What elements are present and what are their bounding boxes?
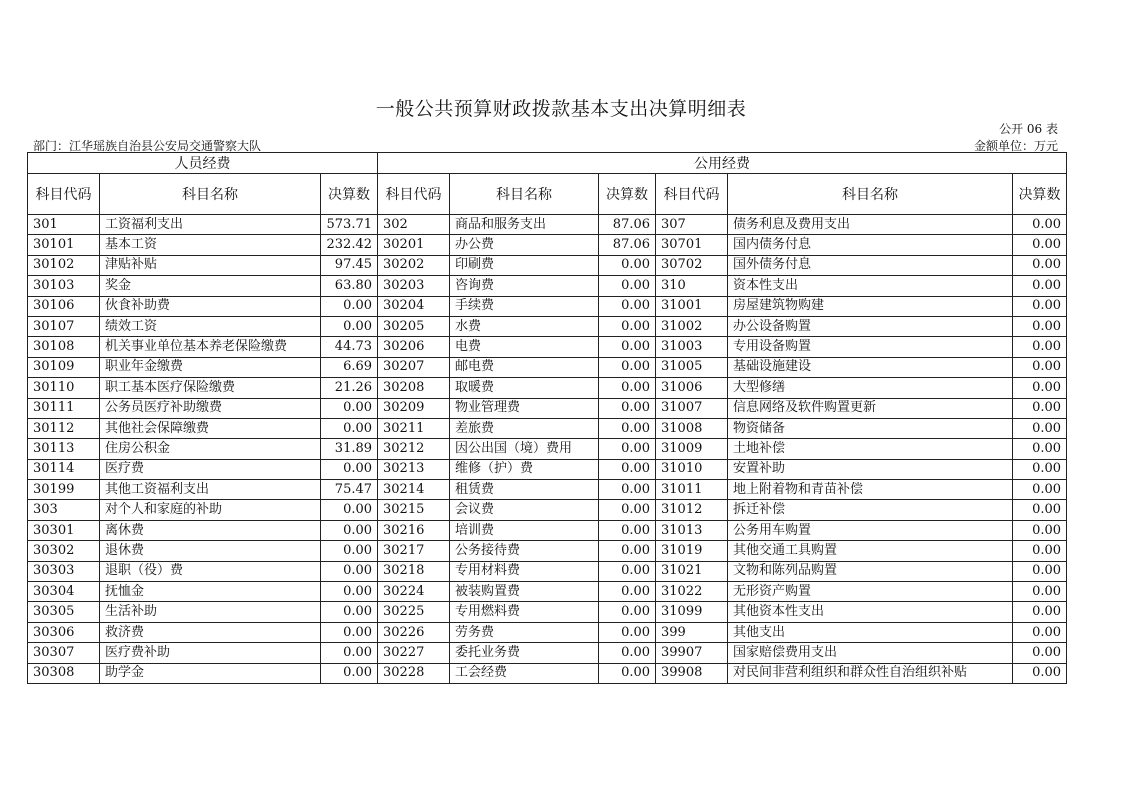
amount-cell: 0.00 xyxy=(599,398,656,418)
table-row xyxy=(28,378,1067,398)
subject-code-cell: 30211 xyxy=(378,418,450,438)
subject-code-cell: 30209 xyxy=(378,398,450,418)
subject-name-cell: 其他社会保障缴费 xyxy=(100,418,321,438)
table-row xyxy=(28,235,1067,255)
subject-name-cell: 伙食补助费 xyxy=(100,296,321,316)
subject-name-cell: 商品和服务支出 xyxy=(450,215,599,235)
table-row xyxy=(28,602,1067,622)
amount-cell: 0.00 xyxy=(599,520,656,540)
amount-cell: 87.06 xyxy=(599,215,656,235)
subject-code-cell: 30303 xyxy=(28,561,100,581)
subject-name-cell: 奖金 xyxy=(100,276,321,296)
amount-cell: 75.47 xyxy=(321,480,378,500)
subject-name-cell: 生活补助 xyxy=(100,602,321,622)
amount-cell: 573.71 xyxy=(321,215,378,235)
subject-name-cell: 房屋建筑物购建 xyxy=(728,296,1013,316)
subject-name-cell: 其他支出 xyxy=(728,622,1013,642)
amount-cell: 0.00 xyxy=(1013,459,1067,479)
subject-code-cell: 30205 xyxy=(378,316,450,336)
table-row xyxy=(28,541,1067,561)
table-row xyxy=(28,643,1067,663)
col-header-name: 科目名称 xyxy=(450,174,599,215)
subject-code-cell: 31010 xyxy=(656,459,728,479)
subject-name-cell: 电费 xyxy=(450,337,599,357)
amount-cell: 0.00 xyxy=(321,622,378,642)
amount-cell: 0.00 xyxy=(599,480,656,500)
subject-code-cell: 302 xyxy=(378,215,450,235)
amount-cell: 0.00 xyxy=(1013,418,1067,438)
amount-cell: 0.00 xyxy=(321,500,378,520)
subject-name-cell: 安置补助 xyxy=(728,459,1013,479)
subject-code-cell: 30204 xyxy=(378,296,450,316)
subject-name-cell: 职工基本医疗保险缴费 xyxy=(100,378,321,398)
col-header-amount: 决算数 xyxy=(321,174,378,215)
table-row xyxy=(28,418,1067,438)
subject-code-cell: 30114 xyxy=(28,459,100,479)
subject-name-cell: 国家赔偿费用支出 xyxy=(728,643,1013,663)
amount-cell: 87.06 xyxy=(599,235,656,255)
amount-cell: 0.00 xyxy=(599,622,656,642)
subject-code-cell: 30203 xyxy=(378,276,450,296)
subject-name-cell: 津贴补贴 xyxy=(100,255,321,275)
subject-name-cell: 维修（护）费 xyxy=(450,459,599,479)
subject-code-cell: 30201 xyxy=(378,235,450,255)
amount-cell: 0.00 xyxy=(321,582,378,602)
amount-cell: 0.00 xyxy=(599,296,656,316)
subject-name-cell: 国内债务付息 xyxy=(728,235,1013,255)
subject-name-cell: 水费 xyxy=(450,316,599,336)
subject-name-cell: 咨询费 xyxy=(450,276,599,296)
subject-name-cell: 其他资本性支出 xyxy=(728,602,1013,622)
amount-cell: 97.45 xyxy=(321,255,378,275)
subject-name-cell: 公务用车购置 xyxy=(728,520,1013,540)
table-row xyxy=(28,480,1067,500)
subject-name-cell: 公务接待费 xyxy=(450,541,599,561)
amount-cell: 0.00 xyxy=(599,602,656,622)
subject-name-cell: 印刷费 xyxy=(450,255,599,275)
subject-name-cell: 无形资产购置 xyxy=(728,582,1013,602)
subject-name-cell: 医疗费 xyxy=(100,459,321,479)
subject-name-cell: 物业管理费 xyxy=(450,398,599,418)
subject-code-cell: 30109 xyxy=(28,357,100,377)
amount-cell: 0.00 xyxy=(599,357,656,377)
amount-cell: 0.00 xyxy=(599,663,656,683)
amount-cell: 0.00 xyxy=(599,378,656,398)
subject-code-cell: 30110 xyxy=(28,378,100,398)
table-row xyxy=(28,296,1067,316)
subject-code-cell: 31099 xyxy=(656,602,728,622)
subject-code-cell: 30108 xyxy=(28,337,100,357)
subject-code-cell: 30306 xyxy=(28,622,100,642)
table-row xyxy=(28,357,1067,377)
subject-name-cell: 抚恤金 xyxy=(100,582,321,602)
table-row xyxy=(28,622,1067,642)
subject-name-cell: 基本工资 xyxy=(100,235,321,255)
subject-code-cell: 303 xyxy=(28,500,100,520)
subject-code-cell: 30227 xyxy=(378,643,450,663)
amount-cell: 0.00 xyxy=(1013,602,1067,622)
subject-name-cell: 信息网络及软件购置更新 xyxy=(728,398,1013,418)
subject-code-cell: 30302 xyxy=(28,541,100,561)
subject-code-cell: 31006 xyxy=(656,378,728,398)
subject-code-cell: 30212 xyxy=(378,439,450,459)
page-title: 一般公共预算财政拨款基本支出决算明细表 xyxy=(375,98,747,120)
subject-name-cell: 物资储备 xyxy=(728,418,1013,438)
table-row xyxy=(28,398,1067,418)
subject-code-cell: 310 xyxy=(656,276,728,296)
col-header-code: 科目代码 xyxy=(656,174,728,215)
table-row xyxy=(28,500,1067,520)
col-header-name: 科目名称 xyxy=(728,174,1013,215)
amount-cell: 0.00 xyxy=(599,439,656,459)
subject-code-cell: 30216 xyxy=(378,520,450,540)
amount-cell: 0.00 xyxy=(1013,276,1067,296)
subject-code-cell: 31003 xyxy=(656,337,728,357)
subject-name-cell: 退职（役）费 xyxy=(100,561,321,581)
amount-cell: 0.00 xyxy=(1013,643,1067,663)
amount-cell: 31.89 xyxy=(321,439,378,459)
col-header-name: 科目名称 xyxy=(100,174,321,215)
subject-code-cell: 30101 xyxy=(28,235,100,255)
amount-cell: 0.00 xyxy=(1013,337,1067,357)
subject-code-cell: 31022 xyxy=(656,582,728,602)
subject-code-cell: 31009 xyxy=(656,439,728,459)
subject-name-cell: 医疗费补助 xyxy=(100,643,321,663)
amount-cell: 0.00 xyxy=(1013,541,1067,561)
col-header-amount: 决算数 xyxy=(1013,174,1067,215)
table-row xyxy=(28,276,1067,296)
amount-cell: 0.00 xyxy=(321,316,378,336)
table-row xyxy=(28,316,1067,336)
amount-cell: 0.00 xyxy=(599,459,656,479)
amount-cell: 0.00 xyxy=(321,602,378,622)
table-row xyxy=(28,337,1067,357)
subject-name-cell: 被装购置费 xyxy=(450,582,599,602)
amount-cell: 0.00 xyxy=(321,561,378,581)
subject-name-cell: 对个人和家庭的补助 xyxy=(100,500,321,520)
subject-name-cell: 差旅费 xyxy=(450,418,599,438)
subject-name-cell: 劳务费 xyxy=(450,622,599,642)
col-header-code: 科目代码 xyxy=(28,174,100,215)
col-header-code: 科目代码 xyxy=(378,174,450,215)
amount-cell: 0.00 xyxy=(599,561,656,581)
subject-code-cell: 30701 xyxy=(656,235,728,255)
table-row xyxy=(28,561,1067,581)
subject-code-cell: 39907 xyxy=(656,643,728,663)
subject-name-cell: 基础设施建设 xyxy=(728,357,1013,377)
amount-cell: 0.00 xyxy=(599,418,656,438)
amount-cell: 0.00 xyxy=(321,418,378,438)
subject-code-cell: 30226 xyxy=(378,622,450,642)
amount-cell: 21.26 xyxy=(321,378,378,398)
subject-code-cell: 30218 xyxy=(378,561,450,581)
table-row xyxy=(28,582,1067,602)
subject-code-cell: 30199 xyxy=(28,480,100,500)
subject-name-cell: 取暖费 xyxy=(450,378,599,398)
amount-cell: 0.00 xyxy=(1013,357,1067,377)
table-row xyxy=(28,663,1067,683)
amount-cell: 0.00 xyxy=(1013,316,1067,336)
amount-cell: 0.00 xyxy=(1013,582,1067,602)
subject-name-cell: 退休费 xyxy=(100,541,321,561)
subject-code-cell: 30113 xyxy=(28,439,100,459)
amount-cell: 0.00 xyxy=(1013,398,1067,418)
subject-code-cell: 30304 xyxy=(28,582,100,602)
group-header-personnel: 人员经费 xyxy=(28,153,378,174)
expenditure-detail-table xyxy=(27,152,1067,684)
subject-name-cell: 手续费 xyxy=(450,296,599,316)
subject-name-cell: 机关事业单位基本养老保险缴费 xyxy=(100,337,321,357)
subject-code-cell: 31005 xyxy=(656,357,728,377)
subject-code-cell: 30308 xyxy=(28,663,100,683)
amount-cell: 0.00 xyxy=(1013,439,1067,459)
subject-code-cell: 31001 xyxy=(656,296,728,316)
subject-name-cell: 国外债务付息 xyxy=(728,255,1013,275)
amount-cell: 0.00 xyxy=(1013,378,1067,398)
table-row xyxy=(28,255,1067,275)
amount-cell: 0.00 xyxy=(321,520,378,540)
subject-name-cell: 地上附着物和青苗补偿 xyxy=(728,480,1013,500)
amount-cell: 0.00 xyxy=(599,276,656,296)
subject-code-cell: 31019 xyxy=(656,541,728,561)
subject-name-cell: 专用燃料费 xyxy=(450,602,599,622)
subject-name-cell: 专用设备购置 xyxy=(728,337,1013,357)
amount-cell: 0.00 xyxy=(1013,215,1067,235)
subject-name-cell: 办公费 xyxy=(450,235,599,255)
subject-code-cell: 307 xyxy=(656,215,728,235)
amount-cell: 0.00 xyxy=(321,643,378,663)
amount-cell: 44.73 xyxy=(321,337,378,357)
department-label: 部门：江华瑶族自治县公安局交通警察大队 xyxy=(33,139,262,153)
subject-name-cell: 公务员医疗补助缴费 xyxy=(100,398,321,418)
subject-name-cell: 会议费 xyxy=(450,500,599,520)
subject-name-cell: 邮电费 xyxy=(450,357,599,377)
group-header-public: 公用经费 xyxy=(378,153,1067,174)
amount-cell: 0.00 xyxy=(321,459,378,479)
subject-name-cell: 因公出国（境）费用 xyxy=(450,439,599,459)
amount-cell: 0.00 xyxy=(1013,480,1067,500)
subject-name-cell: 住房公积金 xyxy=(100,439,321,459)
subject-code-cell: 31008 xyxy=(656,418,728,438)
subject-code-cell: 30301 xyxy=(28,520,100,540)
subject-code-cell: 30106 xyxy=(28,296,100,316)
amount-cell: 0.00 xyxy=(599,316,656,336)
amount-cell: 0.00 xyxy=(1013,255,1067,275)
amount-cell: 0.00 xyxy=(321,541,378,561)
subject-name-cell: 培训费 xyxy=(450,520,599,540)
subject-name-cell: 职业年金缴费 xyxy=(100,357,321,377)
subject-code-cell: 30206 xyxy=(378,337,450,357)
subject-code-cell: 30111 xyxy=(28,398,100,418)
subject-name-cell: 租赁费 xyxy=(450,480,599,500)
amount-cell: 0.00 xyxy=(1013,500,1067,520)
amount-cell: 0.00 xyxy=(1013,235,1067,255)
table-row xyxy=(28,520,1067,540)
amount-cell: 0.00 xyxy=(1013,296,1067,316)
amount-cell: 0.00 xyxy=(599,337,656,357)
subject-name-cell: 专用材料费 xyxy=(450,561,599,581)
subject-code-cell: 30102 xyxy=(28,255,100,275)
subject-code-cell: 31012 xyxy=(656,500,728,520)
subject-name-cell: 绩效工资 xyxy=(100,316,321,336)
amount-cell: 0.00 xyxy=(599,500,656,520)
subject-code-cell: 31021 xyxy=(656,561,728,581)
table-row xyxy=(28,439,1067,459)
amount-cell: 0.00 xyxy=(321,663,378,683)
subject-code-cell: 30225 xyxy=(378,602,450,622)
subject-code-cell: 30307 xyxy=(28,643,100,663)
subject-name-cell: 离休费 xyxy=(100,520,321,540)
subject-name-cell: 工会经费 xyxy=(450,663,599,683)
subject-code-cell: 30702 xyxy=(656,255,728,275)
subject-code-cell: 30228 xyxy=(378,663,450,683)
subject-code-cell: 399 xyxy=(656,622,728,642)
table-row xyxy=(28,215,1067,235)
subject-code-cell: 30112 xyxy=(28,418,100,438)
subject-name-cell: 救济费 xyxy=(100,622,321,642)
amount-cell: 0.00 xyxy=(599,582,656,602)
amount-cell: 0.00 xyxy=(599,643,656,663)
subject-name-cell: 工资福利支出 xyxy=(100,215,321,235)
subject-code-cell: 30215 xyxy=(378,500,450,520)
subject-name-cell: 大型修缮 xyxy=(728,378,1013,398)
amount-cell: 63.80 xyxy=(321,276,378,296)
subject-name-cell: 其他工资福利支出 xyxy=(100,480,321,500)
amount-cell: 0.00 xyxy=(1013,520,1067,540)
amount-cell: 0.00 xyxy=(599,541,656,561)
subject-code-cell: 30214 xyxy=(378,480,450,500)
amount-cell: 232.42 xyxy=(321,235,378,255)
table-row xyxy=(28,459,1067,479)
subject-code-cell: 301 xyxy=(28,215,100,235)
subject-code-cell: 30305 xyxy=(28,602,100,622)
subject-code-cell: 31002 xyxy=(656,316,728,336)
subject-code-cell: 31007 xyxy=(656,398,728,418)
subject-code-cell: 30217 xyxy=(378,541,450,561)
subject-name-cell: 土地补偿 xyxy=(728,439,1013,459)
subject-name-cell: 拆迁补偿 xyxy=(728,500,1013,520)
subject-name-cell: 债务利息及费用支出 xyxy=(728,215,1013,235)
subject-name-cell: 助学金 xyxy=(100,663,321,683)
amount-cell: 0.00 xyxy=(1013,622,1067,642)
subject-code-cell: 30207 xyxy=(378,357,450,377)
col-header-amount: 决算数 xyxy=(599,174,656,215)
subject-code-cell: 30103 xyxy=(28,276,100,296)
subject-name-cell: 委托业务费 xyxy=(450,643,599,663)
subject-code-cell: 30224 xyxy=(378,582,450,602)
subject-code-cell: 30208 xyxy=(378,378,450,398)
subject-name-cell: 对民间非营利组织和群众性自治组织补贴 xyxy=(728,663,1013,683)
amount-cell: 0.00 xyxy=(321,296,378,316)
subject-code-cell: 31013 xyxy=(656,520,728,540)
subject-code-cell: 39908 xyxy=(656,663,728,683)
subject-code-cell: 30107 xyxy=(28,316,100,336)
amount-unit-label: 金额单位：万元 xyxy=(973,139,1058,153)
form-code: 公开 06 表 xyxy=(999,122,1058,136)
amount-cell: 0.00 xyxy=(599,255,656,275)
amount-cell: 0.00 xyxy=(321,398,378,418)
amount-cell: 0.00 xyxy=(1013,663,1067,683)
subject-name-cell: 办公设备购置 xyxy=(728,316,1013,336)
subject-name-cell: 其他交通工具购置 xyxy=(728,541,1013,561)
subject-code-cell: 30213 xyxy=(378,459,450,479)
amount-cell: 6.69 xyxy=(321,357,378,377)
subject-code-cell: 30202 xyxy=(378,255,450,275)
subject-name-cell: 文物和陈列品购置 xyxy=(728,561,1013,581)
amount-cell: 0.00 xyxy=(1013,561,1067,581)
subject-code-cell: 31011 xyxy=(656,480,728,500)
subject-name-cell: 资本性支出 xyxy=(728,276,1013,296)
